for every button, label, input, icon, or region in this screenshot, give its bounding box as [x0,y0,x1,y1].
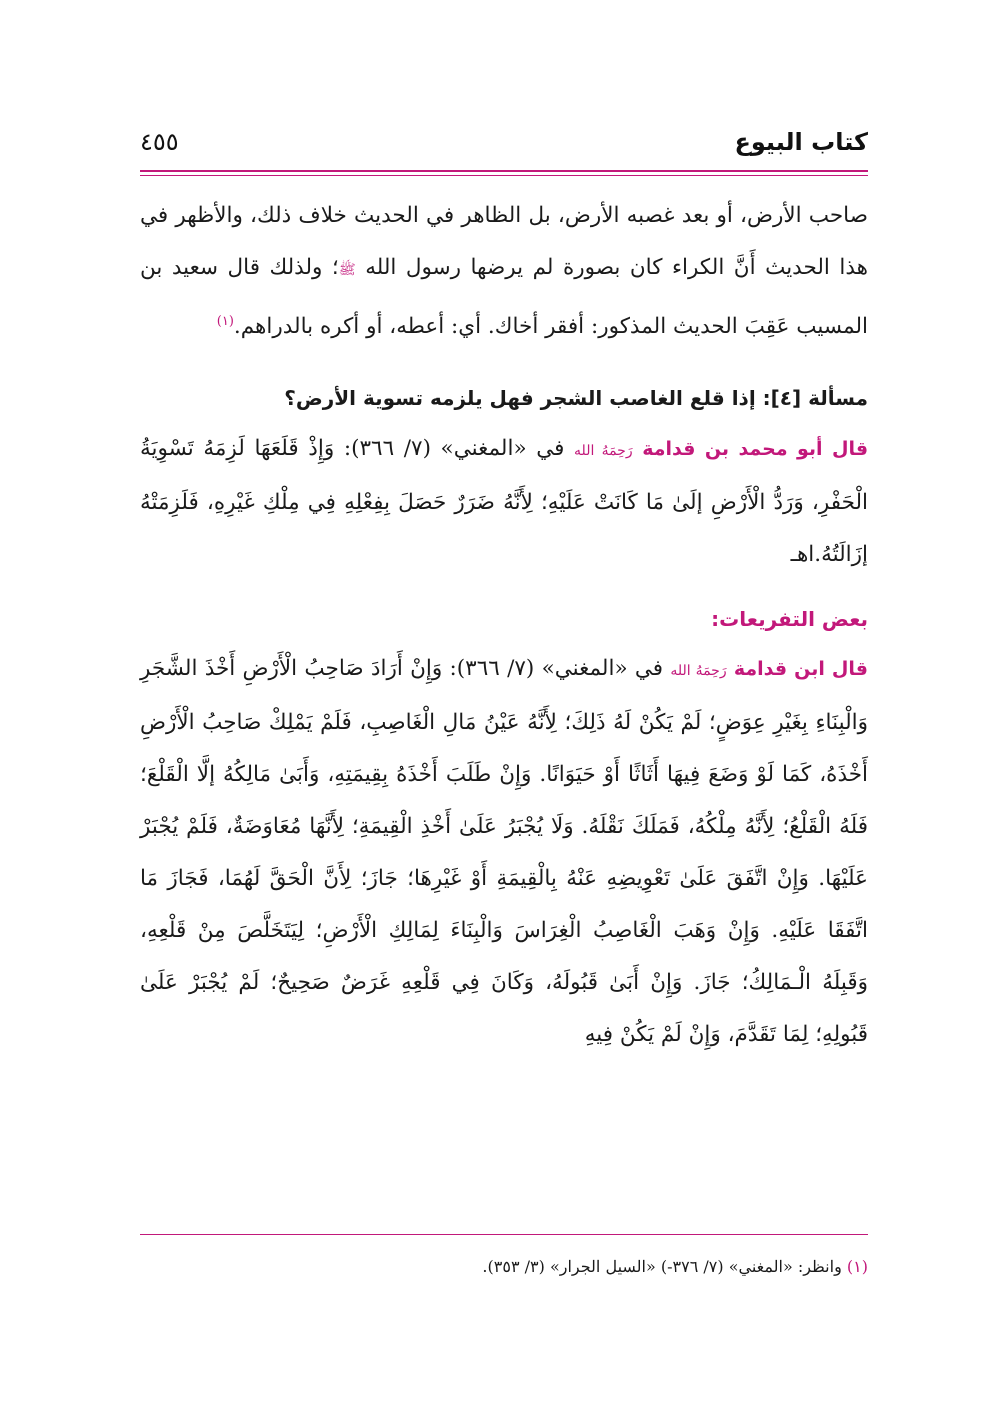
footnote [140,1254,868,1280]
issue-speaker-honorific: رَحِمَهُ الله [574,443,633,460]
page-number: ٤٥٥ [140,128,179,156]
intro-text-end: ؛ ولذلك قال سعيد بن المسيب عَقِبَ الحديث المذكور: أفقر أخاك. أي: أعطه، أو أكره بالدراهم. [140,255,868,340]
issue-text: في «المغني» (٧/ ٣٦٦): وَإِذْ قَلَعَهَا لَزِمَهُ تَسْوِيَةُ الْحَفْرِ، وَرَدُّ الْأَرْضِ إلَىٰ مَا كَانَتْ عَلَيْهِ؛ لِأَنَّهُ ضَرَرٌ حَصَلَ بِفِعْلِهِ فِي مِلْكِ غَيْرِهِ، فَلَزِمَتْهُ إزَالَتُهُ.اهـ [140,436,868,568]
footnote-marker: (١) [846,1257,868,1276]
branches-paragraph [140,643,868,1061]
branches-text: في «المغني» (٧/ ٣٦٦): وَإِنْ أَرَادَ صَاحِبُ الْأَرْضِ أَخْذَ الشَّجَرِ وَالْبِنَاءِ بِغَيْرِ عِوَضٍ؛ لَمْ يَكُنْ لَهُ ذَلِكَ؛ لِأَنَّهُ عَيْنُ مَالِ الْغَاصِبِ، فَلَمْ يَمْلِكْ صَاحِبُ الْأَرْضِ أَخْذَهُ، كَمَا لَوْ وَضَعَ فِيهَا أَثَاثًا أَوْ حَيَوَانًا. وَإِنْ طَلَبَ أَخْذَهُ بِقِيمَتِهِ، وَأَبَىٰ مَالِكُهُ إلَّا الْقَلْعَ؛ فَلَهُ الْقَلْعُ؛ لِأَنَّهُ مِلْكُهُ، فَمَلَكَ نَقْلَهُ. وَلَا يُجْبَرُ عَلَىٰ أَخْذِ الْقِيمَةِ؛ لِأَنَّهَا مُعَاوَضَةٌ، فَلَمْ يُجْبَرْ عَلَيْهَا. وَإِنْ اتَّفَقَ عَلَىٰ تَعْوِيضِهِ عَنْهُ بِالْقِيمَةِ أَوْ غَيْرِهَا؛ جَازَ؛ لِأَنَّ الْحَقَّ لَهُمَا، فَجَازَ مَا اتَّفَقَا عَلَيْهِ. وَإِنْ وَهَبَ الْغَاصِبُ الْغِرَاسَ وَالْبِنَاءَ لِمَالِكِ الْأَرْضِ؛ لِيَتَخَلَّصَ مِنْ قَلْعِهِ، وَقَبِلَهُ الْـمَالِكُ؛ جَازَ. وَإِنْ أَبَىٰ قَبُولَهُ، وَكَانَ فِي قَلْعِهِ غَرَضٌ صَحِيحٌ؛ لَمْ يُجْبَرْ عَلَىٰ قَبُولِهِ؛ لِمَا تَقَدَّمَ، وَإِنْ لَمْ يَكُنْ فِيهِ [140,656,868,1048]
issue-speaker: قال أبو محمد بن قدامة [642,438,869,461]
footnote-reference[interactable]: (١) [216,314,234,329]
header-rule-thin [140,175,868,176]
intro-paragraph [140,190,868,353]
main-text [140,190,868,1061]
issue-heading: مسألة [٤]: إذا قلع الغاصب الشجر فهل يلزمه تسوية الأرض؟ [284,386,868,411]
branches-heading: بعض التفريعات: [711,607,868,632]
page-header [140,128,868,168]
footnote-rule [140,1234,868,1235]
honorific-glyph: ﷺ [338,262,356,278]
book-page [140,0,868,1418]
header-rule [140,170,868,172]
branches-speaker: قال ابن قدامة [733,658,868,681]
issue-paragraph [140,423,868,581]
intro-text: صاحب الأرض، أو بعد غصبه الأرض، بل الظاهر في الحديث خلاف ذلك، والأظهر في هذا الحديث أَنَّ الكراء كان بصورة لم يرضها رسول الله [140,203,868,280]
footnote-text: وانظر: «المغني» (٧/ ٣٧٦-) «السيل الجرار» (٣/ ٣٥٣). [482,1257,842,1276]
branches-speaker-honorific: رَحِمَهُ الله [670,663,727,680]
chapter-title: كتاب البيوع [734,128,868,156]
